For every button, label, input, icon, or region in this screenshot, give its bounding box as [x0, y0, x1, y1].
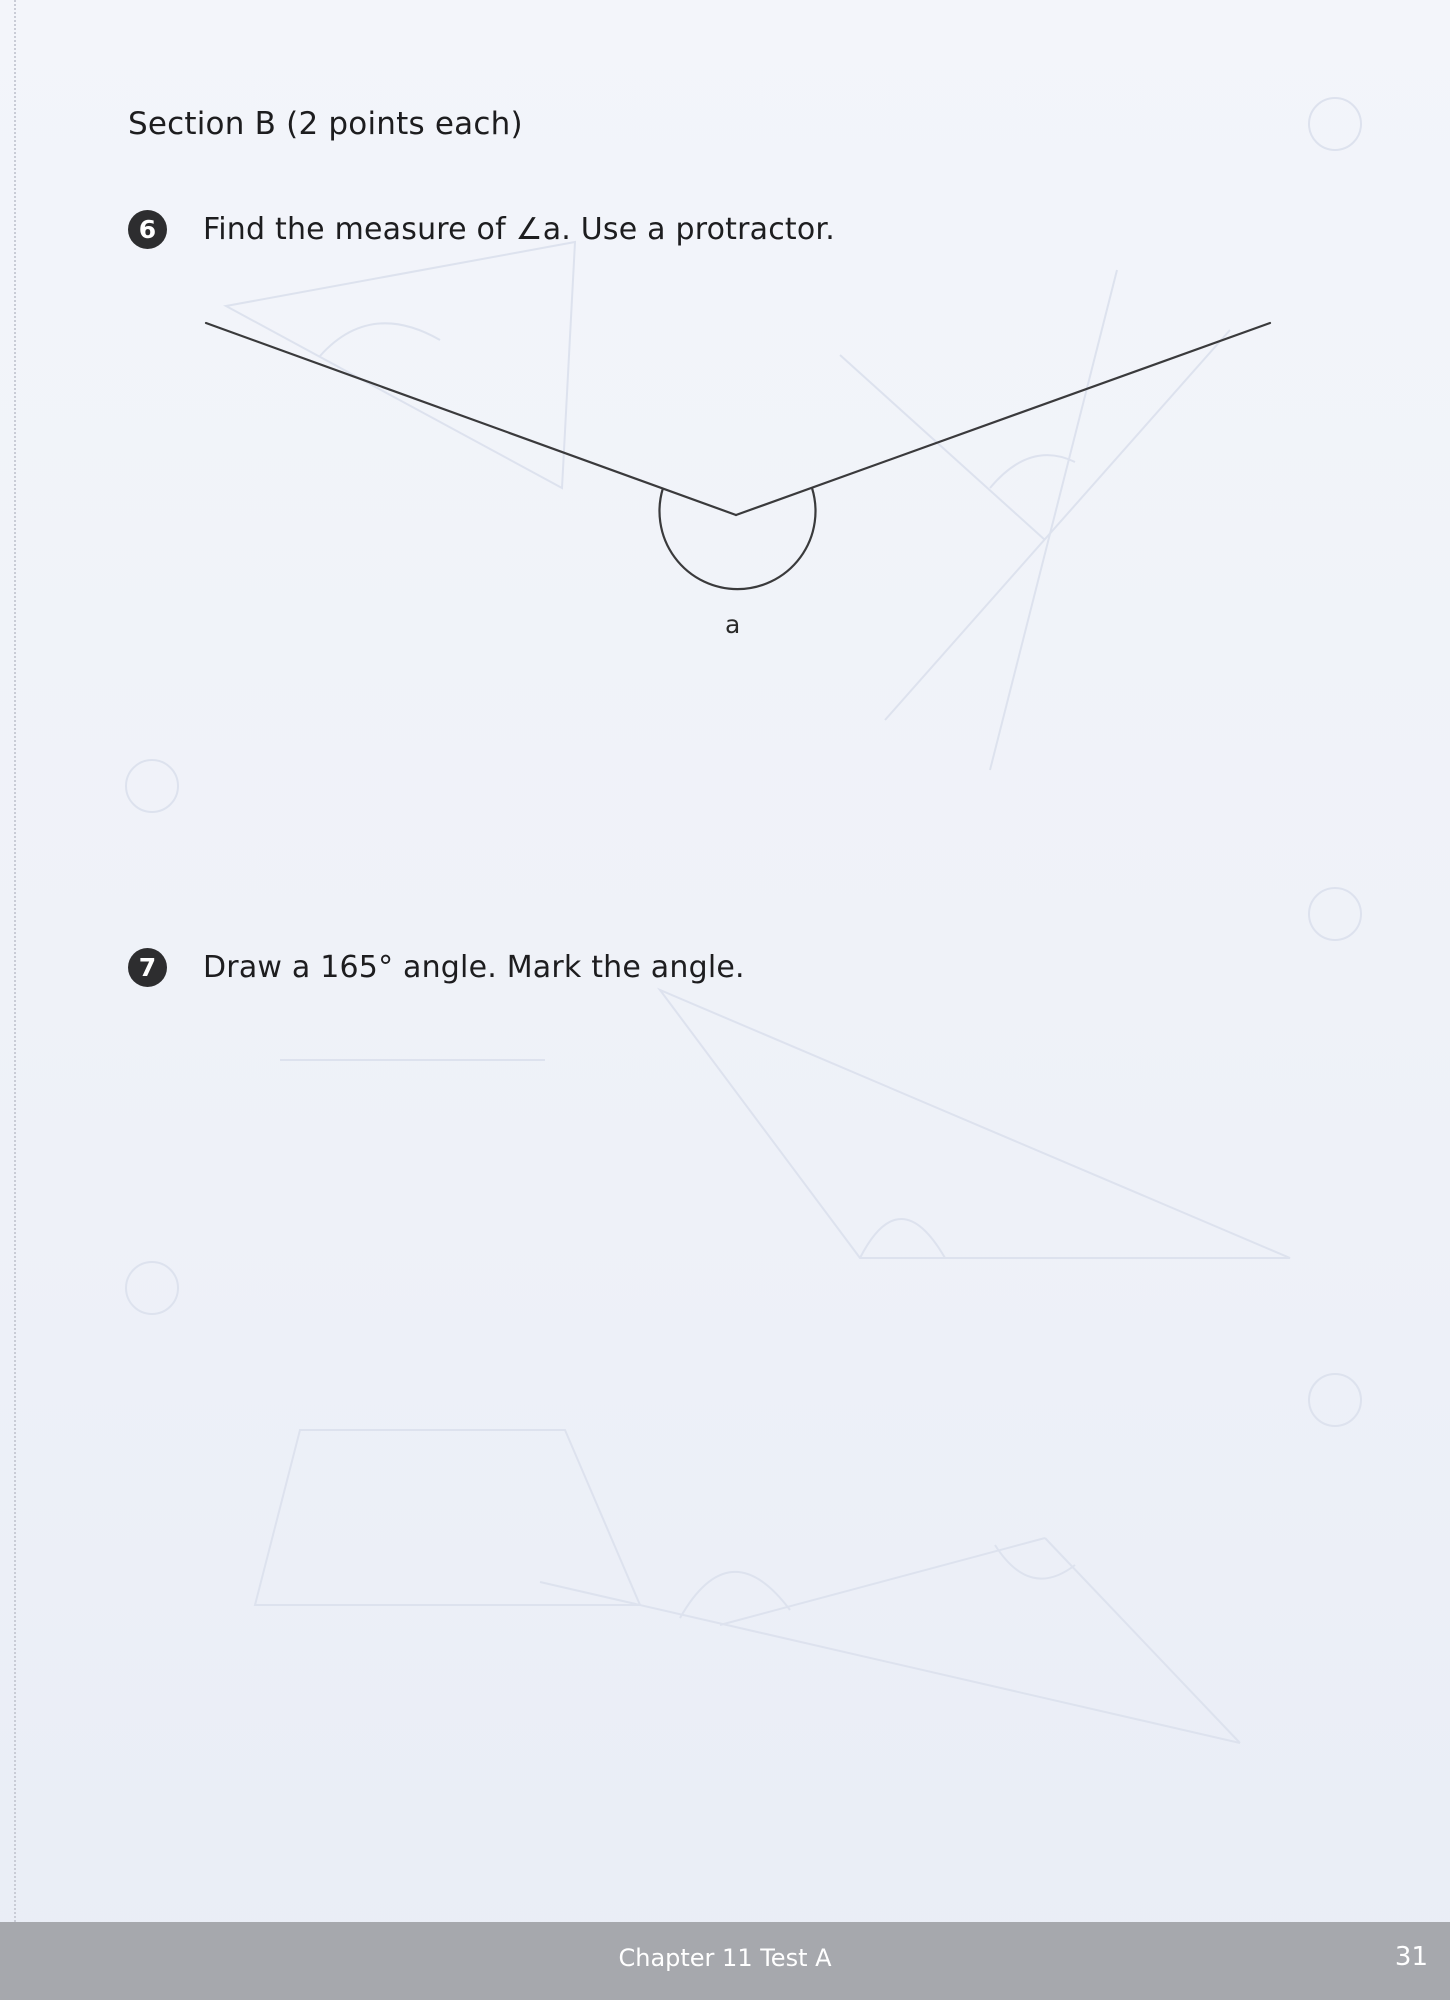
footer-chapter-title: Chapter 11 Test A — [618, 1944, 832, 1972]
question-text: Draw a 165° angle. Mark the angle. — [203, 950, 745, 985]
question-text: Find the measure of ∠a. Use a protractor. — [203, 212, 835, 247]
question-number-badge: 7 — [128, 948, 167, 987]
page-footer — [0, 1922, 1450, 2000]
page-number: 31 — [1394, 1942, 1428, 1972]
angle-arm-left — [206, 323, 736, 515]
section-heading: Section B (2 points each) — [128, 106, 523, 142]
reflex-angle-arc — [660, 488, 816, 589]
angle-label-a: a — [725, 610, 741, 639]
question-7 — [128, 948, 745, 987]
angle-arm-right — [736, 323, 1270, 515]
question-number-badge: 6 — [128, 210, 167, 249]
